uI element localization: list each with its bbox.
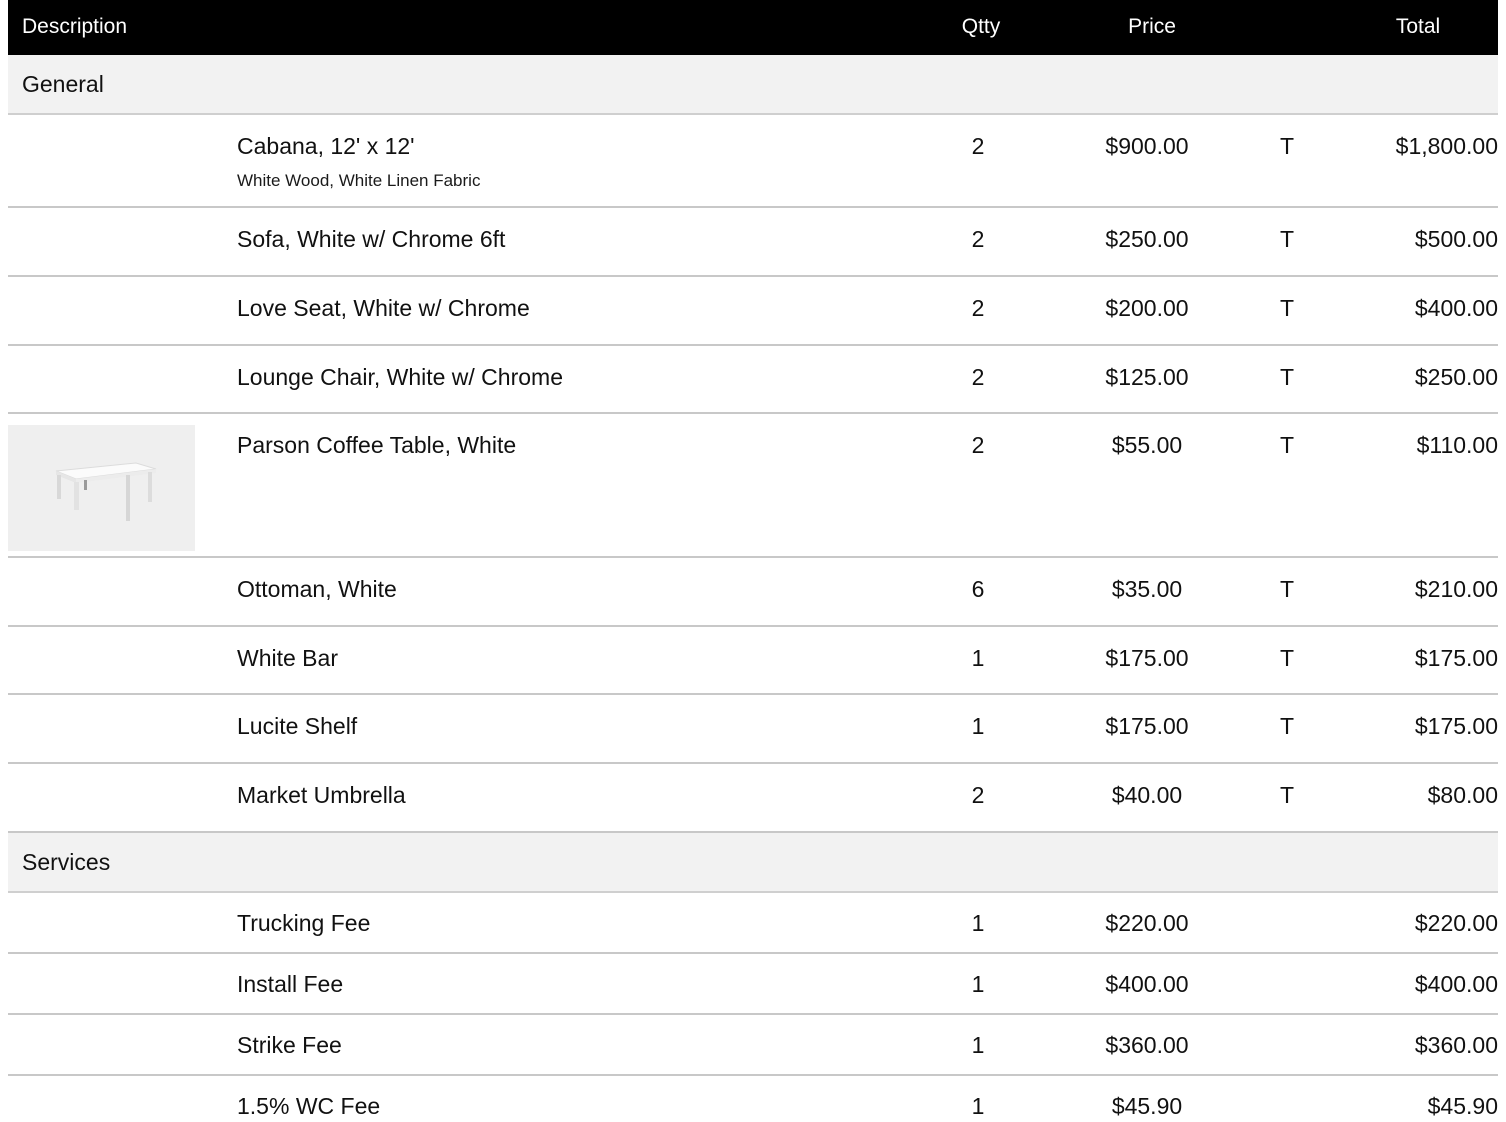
item-name: Love Seat, White w/ Chrome: [237, 295, 530, 321]
table-row: [8, 893, 1498, 954]
table-row: [8, 346, 1498, 414]
item-qty: 1: [971, 1032, 985, 1058]
item-total: $500.00: [1414, 226, 1498, 252]
item-tax: T: [1279, 782, 1295, 808]
item-total: $45.90: [1427, 1093, 1498, 1119]
item-tax: T: [1279, 576, 1295, 602]
item-price: $400.00: [1105, 971, 1189, 997]
item-tax: T: [1279, 133, 1295, 159]
item-total: $210.00: [1414, 576, 1498, 602]
item-name: Sofa, White w/ Chrome 6ft: [237, 226, 506, 252]
item-name: Ottoman, White: [237, 576, 397, 602]
item-name: Parson Coffee Table, White: [237, 432, 517, 458]
table-row: [8, 414, 1498, 558]
item-total: $175.00: [1414, 713, 1498, 739]
coffee-table-icon: [8, 425, 195, 551]
item-qty: 2: [971, 133, 985, 159]
item-price: $45.90: [1111, 1093, 1183, 1119]
item-total: $360.00: [1414, 1032, 1498, 1058]
item-name: Lounge Chair, White w/ Chrome: [237, 364, 563, 390]
section-general-title: General: [22, 71, 104, 97]
item-tax: T: [1279, 364, 1295, 390]
header-description: Description: [22, 15, 128, 38]
table-row: [8, 627, 1498, 695]
header-qty: Qtty: [961, 15, 1001, 38]
item-price: $175.00: [1105, 713, 1189, 739]
item-qty: 1: [971, 971, 985, 997]
item-total: $175.00: [1414, 645, 1498, 671]
item-qty: 1: [971, 910, 985, 936]
item-qty: 6: [971, 576, 985, 602]
table-header: [8, 0, 1498, 55]
item-price: $35.00: [1111, 576, 1183, 602]
item-name: Install Fee: [237, 971, 344, 997]
item-price: $125.00: [1105, 364, 1189, 390]
item-qty: 1: [971, 713, 985, 739]
item-subtitle: White Wood, White Linen Fabric: [237, 171, 481, 190]
table-row: [8, 954, 1498, 1015]
coffee-table-image: [8, 425, 195, 551]
item-price: $40.00: [1111, 782, 1183, 808]
item-qty: 1: [971, 645, 985, 671]
line-items-table: [8, 0, 1498, 1122]
item-tax: T: [1279, 295, 1295, 321]
item-price: $55.00: [1111, 432, 1183, 458]
item-tax: T: [1279, 713, 1295, 739]
item-name: 1.5% WC Fee: [237, 1093, 381, 1119]
item-total: $250.00: [1414, 364, 1498, 390]
item-qty: 2: [971, 295, 985, 321]
table-row: [8, 1076, 1498, 1122]
item-price: $220.00: [1105, 910, 1189, 936]
item-price: $175.00: [1105, 645, 1189, 671]
item-qty: 2: [971, 782, 985, 808]
item-name: Lucite Shelf: [237, 713, 358, 739]
table-row: [8, 277, 1498, 346]
table-row: [8, 115, 1498, 208]
header-total: Total: [1395, 15, 1441, 38]
item-name: Market Umbrella: [237, 782, 406, 808]
header-price: Price: [1128, 15, 1176, 38]
item-qty: 2: [971, 226, 985, 252]
item-qty: 2: [971, 432, 985, 458]
item-price: $360.00: [1105, 1032, 1189, 1058]
item-tax: T: [1279, 226, 1295, 252]
table-row: [8, 695, 1498, 764]
item-name: Cabana, 12' x 12': [237, 133, 415, 159]
section-services: [8, 833, 1498, 893]
item-name: White Bar: [237, 645, 338, 671]
item-total: $400.00: [1414, 295, 1498, 321]
table-row: [8, 1015, 1498, 1076]
item-total: $400.00: [1414, 971, 1498, 997]
item-name: Trucking Fee: [237, 910, 371, 936]
item-total: $220.00: [1414, 910, 1498, 936]
item-total: $1,800.00: [1395, 133, 1498, 159]
item-tax: T: [1279, 645, 1295, 671]
table-row: [8, 558, 1498, 627]
section-services-title: Services: [22, 849, 111, 875]
item-qty: 2: [971, 364, 985, 390]
item-price: $250.00: [1105, 226, 1189, 252]
item-price: $200.00: [1105, 295, 1189, 321]
item-qty: 1: [971, 1093, 985, 1119]
item-price: $900.00: [1105, 133, 1189, 159]
item-name: Strike Fee: [237, 1032, 342, 1058]
item-tax: T: [1279, 432, 1295, 458]
table-row: [8, 208, 1498, 277]
table-row: [8, 764, 1498, 833]
section-general: [8, 55, 1498, 115]
item-total: $110.00: [1416, 432, 1498, 458]
item-total: $80.00: [1427, 782, 1498, 808]
